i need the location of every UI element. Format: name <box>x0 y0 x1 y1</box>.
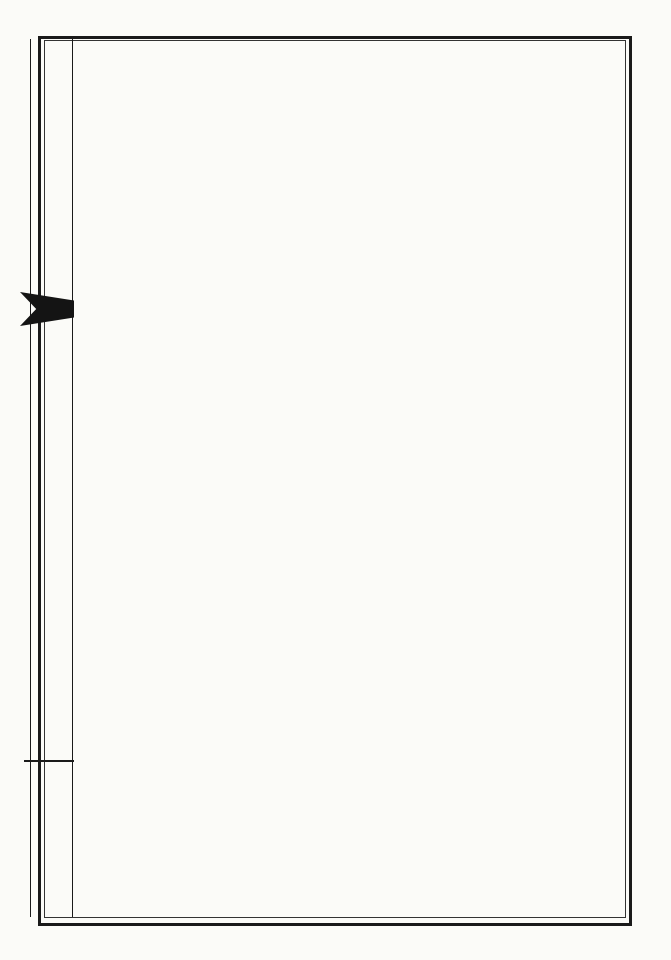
margin-rule <box>72 39 73 917</box>
page-frame-inner <box>44 40 626 918</box>
margin-rule-outer <box>30 39 31 917</box>
fish-line <box>24 760 74 762</box>
